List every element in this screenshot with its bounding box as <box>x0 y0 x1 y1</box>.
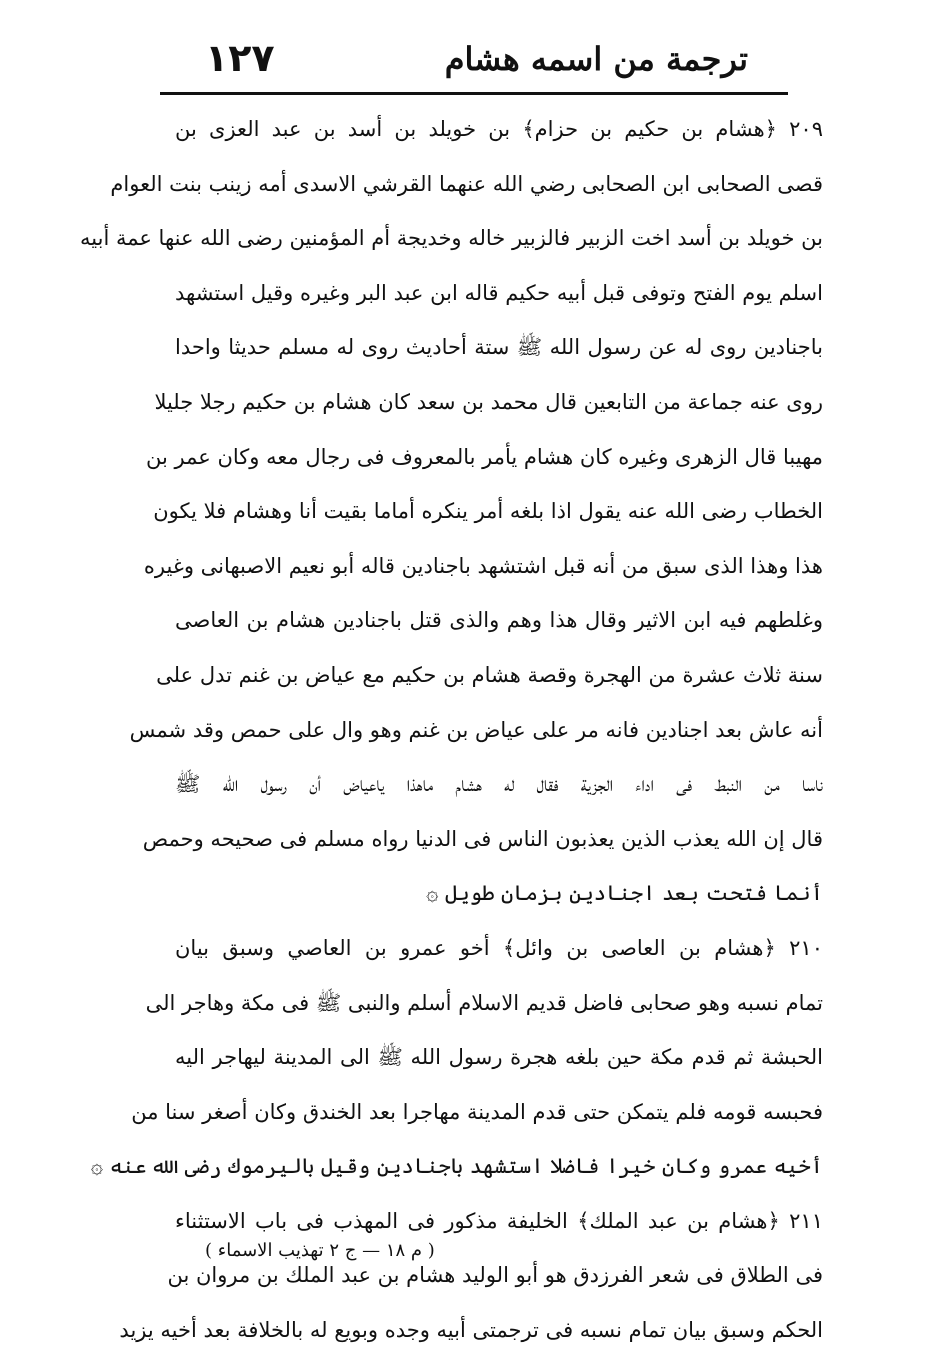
header-rule <box>160 92 788 95</box>
text-line: قصى الصحابى ابن الصحابى رضي الله عنهما القرشي الاسدى أمه زينب بنت العوام <box>110 171 823 196</box>
text-line: تمام نسبه وهو صحابى فاضل قديم الاسلام أسلم والنبى ﷺ فى مكة وهاجر الى <box>145 990 823 1015</box>
text-line: هذا وهذا الذى سبق من أنه قبل اشتشهد باجنادين قاله أبو نعيم الاصبهانى وغيره <box>143 553 823 578</box>
text-line: أخيه عمرو وكان خيرا فاضلا استشهد باجنادين وقيل باليرموك رضى الله عنه ۞ <box>90 1154 823 1179</box>
page-footer-signature: ( م ١٨ — ج ٢ تهذيب الاسماء ) <box>205 1240 435 1261</box>
page-number: ١٢٧ <box>205 36 275 80</box>
text-line: باجنادين روى له عن رسول الله ﷺ ستة أحاديث روى له مسلم حديثا واحدا <box>175 335 823 360</box>
text-line: قال إن الله يعذب الذين يعذبون الناس فى الدنيا رواه مسلم فى صحيحه وحمص <box>142 826 823 851</box>
text-line: أنه عاش بعد اجنادين فانه مر على عياض بن غنم وهو وال على حمص وقد شمس <box>129 717 823 742</box>
page-header <box>160 30 788 96</box>
text-line: فى الطلاق فى شعر الفرزدق هو أبو الوليد هشام بن عبد الملك بن مروان بن <box>167 1263 823 1288</box>
text-line: الخطاب رضى الله عنه يقول اذا بلغه أمر ينكره أماما بقيت أنا وهشام فلا يكون <box>153 499 823 524</box>
text-line: الحكم وسبق بيان تمام نسبه فى ترجمتى أبيه وجده وبويع له بالخلافة بعد أخيه يزيد <box>119 1318 823 1343</box>
text-line: بن خويلد بن أسد اخت الزبير فالزبير خاله وخديجة أم المؤمنين رضى الله عنها عمة أبيه <box>80 226 823 251</box>
running-title: ترجمة من اسمه هشام <box>444 40 748 78</box>
text-line: سنة ثلاث عشرة من الهجرة وقصة هشام بن حكيم مع عياض بن غنم تدل على <box>156 662 823 687</box>
body-text <box>80 102 823 1358</box>
text-line: مهيبا قال الزهرى وغيره كان هشام يأمر بالمعروف فى رجال معه وكان عمر بن <box>146 444 823 469</box>
text-line: الحبشة ثم قدم مكة حين بلغه هجرة رسول الله ﷺ الى المدينة ليهاجر اليه <box>175 1045 823 1070</box>
text-line: فحبسه قومه فلم يتمكن حتى قدم المدينة مهاجرا بعد الخندق وكان أصغر سنا من <box>131 1099 823 1124</box>
text-line: ٢١٠ ﴿هشام بن العاصى بن وائل﴾ أخو عمرو بن العاصي وسبق بيان <box>175 935 823 960</box>
text-line: أنما فتحت بعد اجنادين بزمان طويل ۞ <box>426 881 823 906</box>
text-line: روى عنه جماعة من التابعين قال محمد بن سعد كان هشام بن حكيم رجلا جليلا <box>154 389 823 414</box>
text-line: وغلطهم فيه ابن الاثير وقال هذا وهم والذى قتل باجنادين هشام بن العاصى <box>175 608 823 633</box>
text-line: ٢٠٩ ﴿هشام بن حكيم بن حزام﴾ بن خويلد بن أسد بن عبد العزى بن <box>175 117 823 141</box>
text-line: اسلم يوم الفتح وتوفى قبل أبيه حكيم قاله ابن عبد البر وغيره وقيل استشهد <box>175 280 823 305</box>
text-line: ٢١١ ﴿هشام بن عبد الملك﴾ الخليفة مذكور فى المهذب فى باب الاستثناء <box>175 1208 823 1233</box>
text-line: ناسا من النبط فى اداء الجزية فقال له هشام ماهذا ياعياض أن رسول الله ﷺ <box>175 772 823 797</box>
